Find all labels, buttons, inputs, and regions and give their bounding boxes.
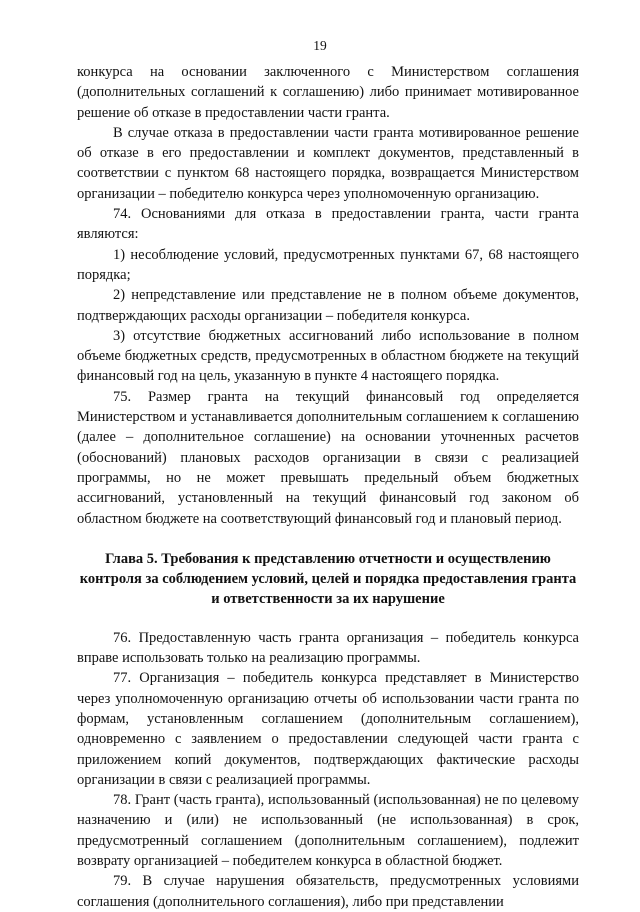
document-body xyxy=(77,62,579,912)
list-item: 2) непредставление или представление не в полном объеме документов, подтверждающих расходы организации – победителя конкурса. xyxy=(77,287,579,324)
paragraph-item-74: 74. Основаниями для отказа в предоставлении гранта, части гранта являются: xyxy=(77,206,579,243)
paragraph: конкурса на основании заключенного с Министерством соглашения (дополнительных соглашений к соглашению) либо принимает мотивированное решение об отказе в предоставлении части гранта. xyxy=(77,64,579,121)
paragraph-item-79: 79. В случае нарушения обязательств, предусмотренных условиями соглашения (дополнительного соглашения), либо при представлении xyxy=(77,873,579,910)
paragraph: В случае отказа в предоставлении части гранта мотивированное решение об отказе в его предоставлении и комплект документов, представленный в соответствии с пунктом 68 настоящего порядка, возвращается Министерством организации – победителю конкурса через уполномоченную организацию. xyxy=(77,124,579,202)
paragraph-item-76: 76. Предоставленную часть гранта организация – победитель конкурса вправе использовать только на реализацию программы. xyxy=(77,629,579,667)
list-item: 3) отсутствие бюджетных ассигнований либо использование в полном объеме бюджетных средств, предусмотренных в областном бюджете на текущий финансовый год на цель, указанную в пункте 4 настоящего порядка. xyxy=(77,327,579,385)
paragraph-item-78: 78. Грант (часть гранта), использованный (использованная) не по целевому назначению и (или) не использованный (не использованная) в срок, предусмотренный соглашением (дополнительным соглашением), подлежит возврату организацией – победителем конкурса в областной бюджет. xyxy=(77,792,579,869)
page-number: 19 xyxy=(313,38,327,53)
list-item: 1) несоблюдение условий, предусмотренных пунктами 67, 68 настоящего порядка; xyxy=(77,246,579,283)
chapter-heading: Глава 5. Требования к представлению отчетности и осуществлению контроля за соблюдением условий, целей и порядка предоставления гранта и ответственности за их нарушение xyxy=(79,550,577,608)
paragraph-item-77: 77. Организация – победитель конкурса представляет в Министерство через уполномоченную организацию отчеты об использовании части гранта по формам, установленным соглашением (дополнительным соглашением), одновременно с заявлением о предоставлении следующей части гранта с приложением копий документов, подтверждающих фактические расходы организации в связи с реализацией программы. xyxy=(77,670,579,788)
paragraph-item-75: 75. Размер гранта на текущий финансовый год определяется Министерством и устанавливается дополнительным соглашением к соглашению (далее – дополнительное соглашение) на основании уточненных расчетов (обоснований) плановых расходов организации в связи с реализацией программы, но не может превышать предельный объем бюджетных ассигнований, установленный на текущий финансовый год законом об областном бюджете на соответствующий финансовый год и плановый период. xyxy=(77,388,579,527)
